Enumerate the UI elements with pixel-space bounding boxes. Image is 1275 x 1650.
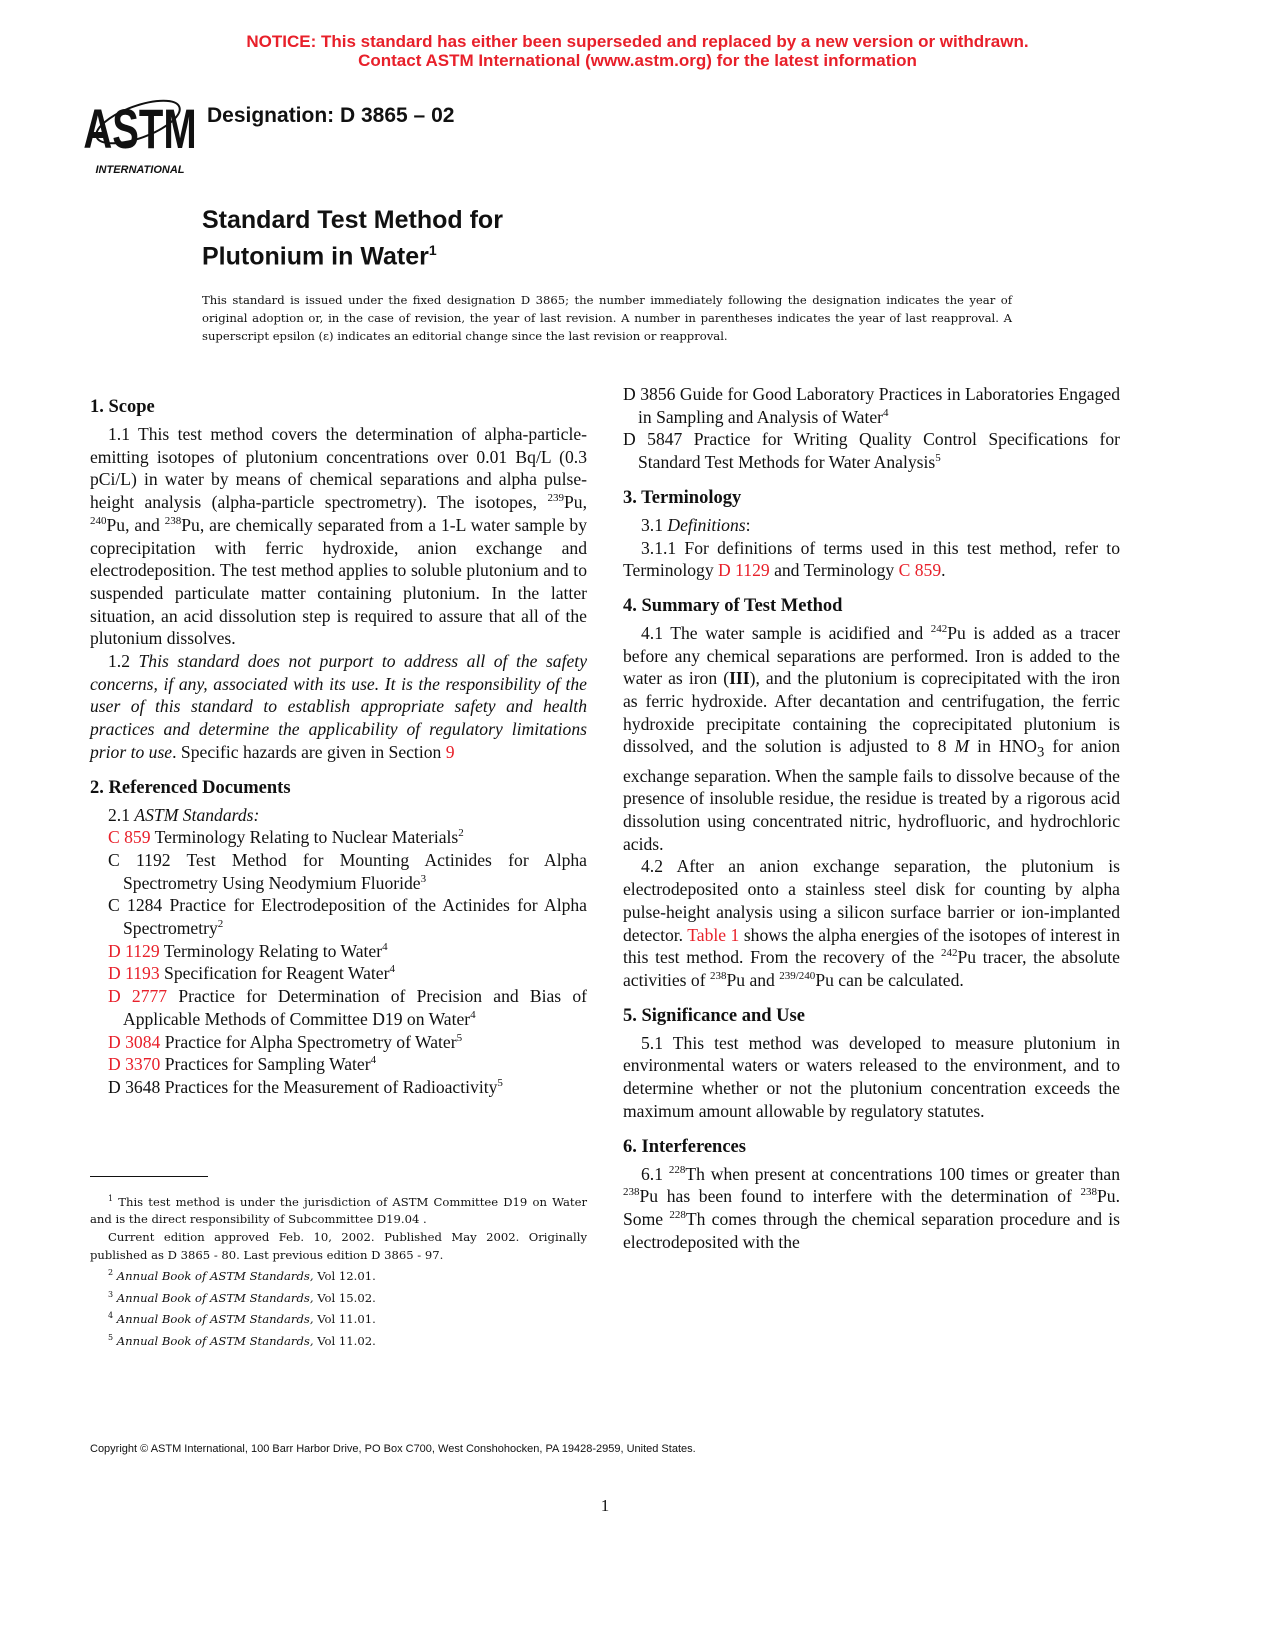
text-run: ASTM Standards: (134, 804, 260, 825)
text-run: 3.1 (641, 514, 668, 535)
text-run: 1. Scope (90, 397, 155, 417)
footnote (90, 1190, 587, 1229)
paragraph (90, 804, 587, 827)
text-run: Th when present at concentrations 100 times or greater than (685, 1163, 1120, 1184)
text-run: Annual Book of ASTM Standards, (116, 1312, 314, 1326)
footnote (90, 1229, 587, 1264)
cross-reference-link[interactable]: C 859 (108, 827, 151, 848)
cross-reference-link[interactable]: D 1129 (108, 940, 160, 961)
text-run: 1.2 (108, 651, 139, 672)
text-run: Annual Book of ASTM Standards, (116, 1333, 314, 1348)
left-column (90, 383, 587, 1099)
svg-text:INTERNATIONAL: INTERNATIONAL (95, 164, 185, 176)
footnote (90, 1329, 587, 1350)
superscript: 238 (164, 514, 182, 527)
footnote-divider (90, 1176, 208, 1177)
superscript: 2 (217, 918, 224, 931)
paragraph (623, 514, 1120, 537)
text-run: : (745, 514, 751, 535)
superscript: 4 (382, 940, 388, 953)
referenced-document (90, 1031, 587, 1054)
referenced-document (90, 826, 587, 849)
superscript: 3 (108, 1289, 114, 1299)
referenced-document (90, 962, 587, 985)
text-run: Pu is added as a tracer before any chemical separations are performed. Iron is added to the water as iron ( (623, 622, 1120, 689)
issuance-note: This standard is issued under the fixed designation D 3865; the number immediately following the designation indicates the year of original adoption or, in the case of revision, the year of last revision. A number in parentheses indicates the year of last reapproval. A superscript epsilon (ε) indicates an editorial change since the last revision or reapproval. (202, 293, 1012, 343)
text-run: D 5847 Practice for Writing Quality Control Specifications for Standard Test Methods for Water Analysis (623, 429, 1120, 473)
text-run: This standard does not purport to address all of the safety concerns, if any, associated with its use. It is the responsibility of the user of this standard to establish appropriate safety and health practices and determine the applicability of regulatory limitations prior to use (90, 651, 587, 762)
text-run: Pu, are chemically separated from a 1-L water sample by coprecipitation with ferric hydroxide, anion exchange and electrodeposition. The test method applies to soluble plutonium and to suspended particulate matter containing plutonium. In the latter situation, an acid dissolution step is required to assure that all of the plutonium dissolves. (90, 514, 587, 649)
superscript: 5 (456, 1031, 463, 1044)
text-run: Annual Book of ASTM Standards, (116, 1269, 314, 1284)
superscript: 242 (930, 623, 948, 636)
superscript: 5 (935, 452, 941, 465)
footnote (90, 1264, 587, 1285)
title-footnote-ref[interactable]: 1 (428, 242, 437, 258)
text-run: . (941, 560, 946, 581)
text-run: for anion exchange separation. When the sample fails to dissolve because of the presence of insoluble residue, the residue is treated by a rigorous acid dissolution using concentrated nitric, hydrofluoric, and hydrochloric acids. (623, 736, 1120, 854)
section-heading (623, 1004, 1120, 1028)
superscript: 238 (1080, 1186, 1098, 1199)
text-run: Pu has been found to interfere with the determination of (639, 1186, 1081, 1207)
text-run: Vol 12.01. (313, 1269, 376, 1284)
text-run: M (954, 736, 970, 757)
superscript: 2 (458, 827, 464, 840)
superscript: 5 (108, 1332, 114, 1342)
text-run: D 3648 Practices for the Measurement of Radioactivity (108, 1076, 498, 1097)
title-line-1: Standard Test Method for (202, 206, 503, 234)
text-run: Pu, and (106, 514, 165, 535)
cross-reference-link[interactable]: C 859 (898, 560, 942, 581)
superscript: 228 (668, 1163, 686, 1176)
text-run: Pu and (726, 969, 780, 990)
superscript: 4 (883, 406, 889, 419)
page-number: 1 (600, 1496, 610, 1515)
text-run: Practice for Determination of Precision and Bias of Applicable Methods of Committee D19 on Water (123, 986, 588, 1029)
superscript: 242 (940, 947, 958, 960)
cross-reference-link[interactable]: D 1129 (718, 560, 770, 581)
superscript: 239 (547, 492, 565, 505)
section-heading (623, 594, 1120, 618)
superscript: 240 (90, 514, 107, 527)
referenced-document (90, 985, 587, 1030)
text-run: 4.2 After an anion exchange separation, the plutonium is electrodeposited onto a stainless steel disk for counting by alpha pulse-height analysis using a silicon surface barrier or ion-implanted detector. (623, 856, 1120, 945)
designation: Designation: D 3865 – 02 (207, 104, 455, 127)
text-run: Pu, (564, 492, 587, 513)
text-run: Vol 15.02. (313, 1290, 376, 1305)
text-run: 3 (1037, 744, 1045, 761)
paragraph (623, 537, 1120, 582)
text-run: Annual Book of ASTM Standards, (116, 1290, 314, 1305)
superscript: 4 (108, 1311, 114, 1321)
text-run: 3. Terminology (623, 487, 742, 508)
text-run: Terminology Relating to Water (159, 940, 383, 961)
cross-reference-link[interactable]: D 3084 (108, 1031, 161, 1052)
copyright: Copyright © ASTM International, 100 Barr Harbor Drive, PO Box C700, West Conshohocken, PA 19428-2959, United States. (90, 1443, 696, 1455)
notice-line-1: NOTICE: This standard has either been superseded and replaced by a new version or withdrawn. (246, 32, 1029, 51)
referenced-document (623, 383, 1120, 428)
superscript: 5 (497, 1077, 503, 1090)
cross-reference-link[interactable]: D 3370 (108, 1054, 161, 1075)
text-run: 4. Summary of Test Method (623, 595, 843, 616)
footnotes (90, 1190, 587, 1350)
text-run: 1.1 This test method covers the determination of alpha-particle-emitting isotopes of plutonium concentrations over 0.01 Bq/L (0.3 pCi/L) in water by means of chemical separations and alpha pulse-height analysis (alpha-particle spectrometry). The isotopes, (90, 424, 587, 513)
text-run: shows the alpha energies of the isotopes of interest in this test method. From the recovery of the (623, 924, 1120, 968)
section-heading (90, 776, 587, 800)
superscript: 1 (108, 1194, 114, 1203)
text-run: Vol 11.01. (313, 1312, 376, 1326)
text-run: Pu can be calculated. (815, 969, 964, 990)
superscript: 4 (370, 1054, 377, 1067)
text-run: Current edition approved Feb. 10, 2002. Published May 2002. Originally published as D 3865 - 80. Last previous edition D 3865 - 97. (90, 1230, 587, 1262)
text-run: 6.1 (641, 1163, 669, 1184)
section-heading (623, 1135, 1120, 1159)
text-run: 5.1 This test method was developed to measure plutonium in environmental waters or waters released to the environment, and to determine whether or not the plutonium concentration exceeds the maximum amount allowable by regulatory statutes. (623, 1032, 1120, 1121)
paragraph (623, 1163, 1120, 1254)
withdrawn-notice (0, 32, 1275, 70)
text-run: C 1284 Practice for Electrodeposition of the Actinides for Alpha Spectrometry (108, 895, 587, 939)
cross-reference-link[interactable]: Table 1 (687, 924, 740, 945)
page-title (202, 205, 503, 271)
text-run: Specification for Reagent Water (159, 963, 390, 984)
superscript: 4 (470, 1009, 476, 1022)
referenced-document (90, 940, 587, 963)
superscript: 239/240 (779, 970, 816, 983)
paragraph (623, 1032, 1120, 1123)
text-run: Practices for Sampling Water (160, 1054, 371, 1075)
cross-reference-link[interactable]: D 2777 (108, 986, 168, 1007)
text-run: 6. Interferences (623, 1136, 746, 1157)
superscript: 238 (623, 1186, 640, 1199)
text-run: 4.1 The water sample is acidified and (641, 622, 931, 643)
cross-reference-link[interactable]: 9 (445, 741, 455, 762)
paragraph (623, 855, 1120, 991)
text-run: and Terminology (769, 560, 899, 581)
notice-line-2: Contact ASTM International (www.astm.org) for the latest information (358, 51, 917, 70)
text-run: Pu. Some (623, 1186, 1120, 1229)
text-run: . Specific hazards are given in Section (172, 741, 446, 762)
text-run: Definitions (667, 514, 746, 535)
text-run: Th comes through the chemical separation procedure and is electrodeposited with the (623, 1208, 1120, 1252)
referenced-document (90, 1076, 587, 1099)
superscript: 3 (420, 872, 427, 885)
superscript: 238 (709, 970, 727, 983)
referenced-document (90, 894, 587, 939)
superscript: 4 (389, 963, 395, 976)
text-run: III (729, 668, 750, 689)
text-run: 3.1.1 For definitions of terms used in this test method, refer to Terminology (623, 537, 1120, 581)
text-run: 2. Referenced Documents (90, 777, 291, 798)
text-run: Practice for Alpha Spectrometry of Water (160, 1031, 457, 1052)
text-run: Terminology Relating to Nuclear Materials (150, 827, 459, 848)
text-run: C 1192 Test Method for Mounting Actinides for Alpha Spectrometry Using Neodymium Fluoride (108, 849, 587, 893)
text-run: in HNO (969, 736, 1038, 757)
superscript: 228 (669, 1209, 686, 1222)
text-run: This test method is under the jurisdiction of ASTM Committee D19 on Water and is the direct responsibility of Subcommittee D19.04 . (90, 1194, 587, 1227)
text-run: ), and the plutonium is coprecipitated with the iron as ferric hydroxide. After decantation and centrifugation, the ferric hydroxide precipitate containing the coprecipitated plutonium is dissolved, and the solution is adjusted to 8 (623, 668, 1120, 757)
text-run: D 3856 Guide for Good Laboratory Practices in Laboratories Engaged in Sampling and Analysis of Water (623, 384, 1120, 427)
paragraph (90, 650, 587, 764)
text-run: Vol 11.02. (313, 1333, 376, 1348)
section-heading (90, 395, 587, 419)
referenced-document (90, 1053, 587, 1076)
footnote (90, 1307, 587, 1328)
title-line-2: Plutonium in Water (202, 242, 429, 271)
astm-logo (83, 86, 197, 176)
section-heading (623, 486, 1120, 510)
paragraph (623, 622, 1120, 856)
cross-reference-link[interactable]: D 1193 (108, 963, 160, 984)
right-column (623, 383, 1120, 1253)
text-run: 2.1 (108, 804, 135, 825)
referenced-document (90, 849, 587, 894)
svg-text:ASTM: ASTM (83, 98, 197, 161)
superscript: 2 (108, 1268, 114, 1278)
paragraph (90, 423, 587, 650)
referenced-document (623, 428, 1120, 473)
text-run: 5. Significance and Use (623, 1005, 805, 1026)
text-run: Pu tracer, the absolute activities of (623, 947, 1120, 990)
footnote (90, 1286, 587, 1307)
